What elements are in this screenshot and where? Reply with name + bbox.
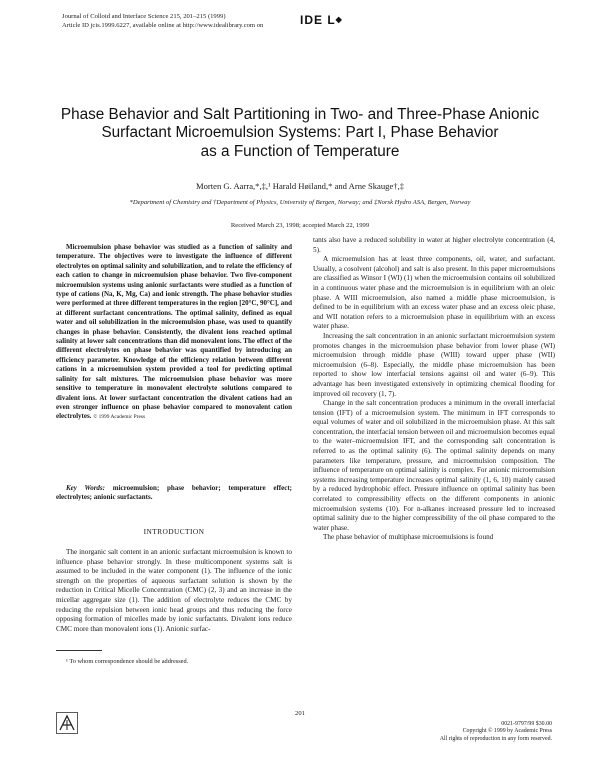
paragraph: tants also have a reduced solubility in water at higher electrolyte concentration (4, 5). xyxy=(313,236,555,254)
keywords xyxy=(56,484,292,503)
keywords-label: Key Words: xyxy=(66,484,105,492)
paragraph: Increasing the salt concentration in an anionic surfactant microemulsion system promotes changes in the microemulsion phase behavior from lower phase (WI) microemulsion through middle phase (WIII) toward upper phase (WII) microemulsion (6–8). Especially, the middle phase microemulsion has been reported to show low interfacial tensions against oil and water (6–9). This advantage has been investigated extensively in optimizing chemical flooding for improved oil recovery (1, 7). xyxy=(313,331,555,398)
footnote-rule xyxy=(56,650,102,651)
authors: Morten G. Aarra,*,‡,¹ Harald Høiland,* and Arne Skauge†,‡ xyxy=(195,181,405,191)
paragraph: The phase behavior of multiphase microemulsions is found xyxy=(323,533,494,542)
received-dates: Received March 23, 1998; accepted March 22, 1999 xyxy=(230,222,370,229)
publisher-info xyxy=(440,721,552,743)
article-id: Article ID jcis.1999.6227, available online at http://www.idealibrary.com on xyxy=(62,22,264,30)
right-column xyxy=(313,236,555,543)
paragraph: A microemulsion has at least three components, oil, water, and surfactant. Usually, a cosolvent (alcohol) and salt is also present. In this paper microemulsions are classified as Winsor I (WI) (1) when the microemulsion contains oil solubilized in a continuous water phase and the microemulsion is in equilibrium with an oleic phase. A WIII microemulsion, also named a middle phase microemulsion, is defined to be in equilibrium with an excess water phase and an excess oleic phase, and WII notation refers to a microemulsion phase in equilibrium with an excess water phase. xyxy=(313,255,555,331)
abstract-text: Microemulsion phase behavior was studied as a function of salinity and temperature. The objectives were to investigate the influence of different electrolytes on optimal salinity and solubilization, and to relate the efficiency of each cation to change in microemulsion phase behavior. Two five-component microemulsion systems using anionic surfactants were studied as a function of type of cations (Na, K, Mg, Ca) and ionic strength. The phase behavior studies were performed at three different temperatures in the region [20°C, 90°C], and at different surfactant concentrations. The optimal salinity, defined as equal water and oil solubilization in the microemulsion phase, was used to quantify changes in phase behavior. Consistently, the divalent ions reached optimal salinity at lower salt concentrations than did monovalent ions. The effect of the different electrolytes on phase behavior was quantified by introducing an efficiency parameter. Knowledge of the efficiency relation between different cations in a microemulsion system provided a tool for predicting optimal salinity for salt mixtures. The microemulsion phase behavior was more sensitive to temperature in monovalent electrolyte solutions compared to divalent ions. At lower surfactant concentration the divalent cations had an even stronger influence on phase behavior compared to monovalent cation electrolytes. xyxy=(56,243,292,421)
paragraph: The inorganic salt content in an anionic surfactant microemulsion is known to influence phase behavior strongly. In these multicomponent systems salt is assumed to be included in the water component (1). The influence of the ionic strength on the properties of aqueous surfactant solution is shown by the reduction in Critical Micelle Concentration (CMC) (2, 3) and an increase in the micellar aggregate size (1). The addition of electrolyte reduces the CMC by reducing the repulsion between ionic head groups and thus reducing the force opposing formation of micelles made by ionic surfactants. Divalent ions reduce CMC more than monovalent ions (1). Anionic surfac- xyxy=(56,548,292,633)
title-line-1: Phase Behavior and Salt Partitioning in Two- and Three-Phase Anionic xyxy=(60,106,540,123)
running-header xyxy=(62,12,263,31)
abstract-copyright: © 1999 Academic Press xyxy=(93,414,146,421)
rights-line: All rights of reproduction in any form reserved. xyxy=(439,735,552,742)
issn-price: 0021-9797/99 $30.00 xyxy=(501,721,552,727)
article-title xyxy=(40,106,560,161)
section-heading-introduction: INTRODUCTION xyxy=(143,527,205,536)
journal-citation: Journal of Colloid and Interface Science 215, 201–215 (1999) xyxy=(62,13,226,20)
ideal-library-logo[interactable]: IDE L◆ xyxy=(300,13,343,27)
paragraph: Change in the salt concentration produces a minimum in the overall interfacial tension (IFT) of a microemulsion system. The minimum in IFT corresponds to equal volumes of water and oil solubilized in the microemulsion phase. At this salt concentration, the interfacial tension between oil and microemulsion becomes equal to the water–microemulsion IFT, and the corresponding salt concentration is referred to as the optimal salinity (6). The optimal salinity depends on many parameters like temperature, pressure, and microemulsion composition. The influence of temperature on optimal salinity is complex. For anionic microemulsion systems increasing temperature increases optimal salinity (1, 6, 10) mainly caused by a reduced hydrophobic effect. Pressure influence on optimal salinity has been correlated to compressibility effects on the different components in anionic microemulsion systems (10). For n-alkanes increased pressure led to increased optimal salinity due to the higher compressibility of the oil phase compared to the water phase. xyxy=(313,399,555,532)
affiliations: *Department of Chemistry and †Department of Physics, University of Bergen, Norway; and ‡Norsk Hydro ASA, Bergen, Norway xyxy=(129,199,471,206)
title-line-2: Surfactant Microemulsion Systems: Part I, Phase Behavior xyxy=(101,124,499,142)
footnote: ¹ To whom correspondence should be addressed. xyxy=(66,658,189,665)
abstract xyxy=(56,243,292,423)
keywords-text: microemulsion; phase behavior; temperature effect; electrolytes; anionic surfactants. xyxy=(56,484,292,502)
intro-left-column xyxy=(56,548,292,634)
copyright-line: Copyright © 1999 by Academic Press xyxy=(462,728,552,735)
page-number: 201 xyxy=(295,710,305,717)
title-line-3: as a Function of Temperature xyxy=(200,142,400,160)
